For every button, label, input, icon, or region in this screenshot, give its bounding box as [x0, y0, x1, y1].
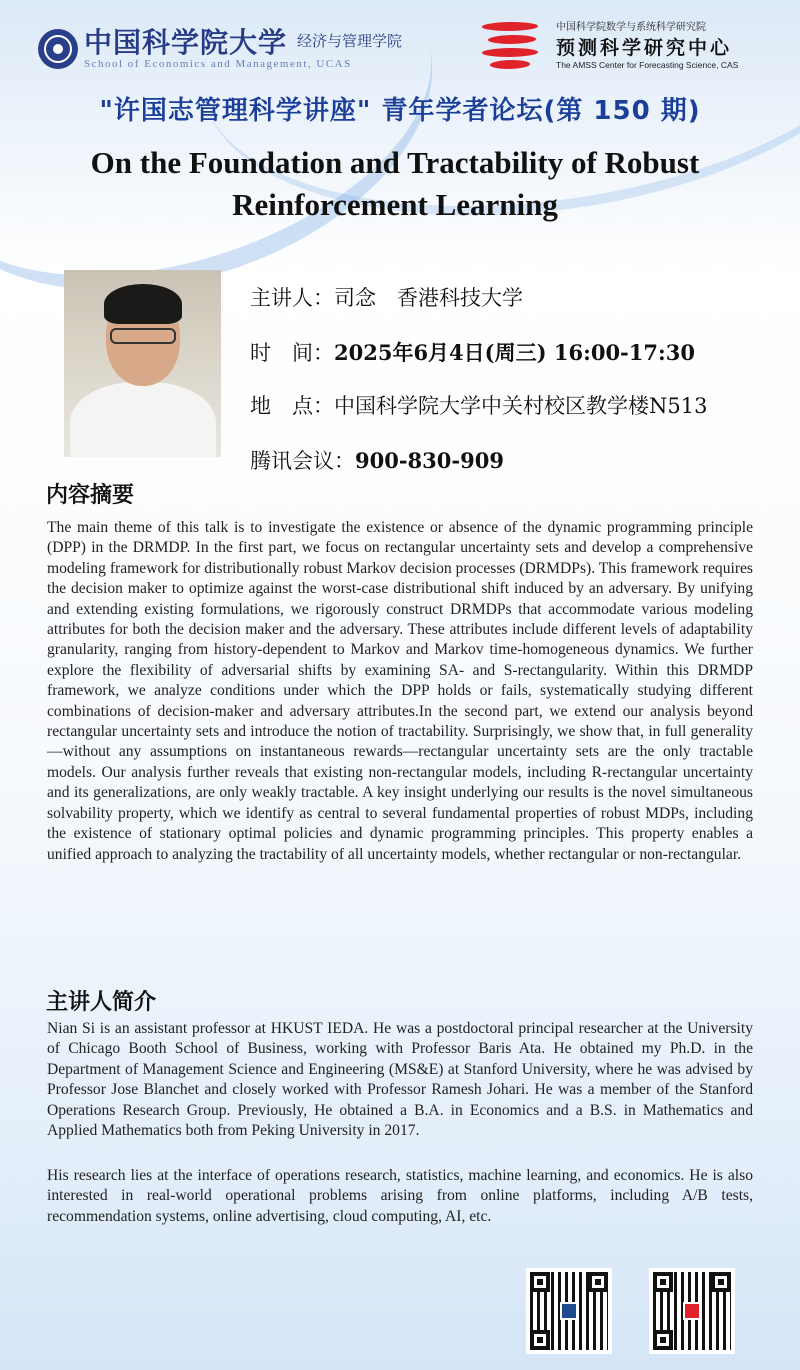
abstract-text: The main theme of this talk is to investigate the existence or absence of the dynamic programming principle (DPP) in the DRMDP. In the first part, we focus on rectangular uncertainty sets and develop a comprehensive modeling framework for distributionally robust Markov decision processes (DRMDPs). This framework requires the decision maker to optimize against the worst-case distributional shift induced by an adversary. By unifying and extending existing formulations, we rigorously construct DRMDPs that accommodate various modeling attributes for both the decision maker and the adversary. These attributes include different levels of adaptability granularity, ranging from history-dependent to Markov and Markov time-homogeneous dynamics. We further explore the flexibility of adversarial shifts by examining SA- and S-rectangularity. Within this DRMDP framework, we analyze conditions under which the DPP holds or fails, systematically studying different combinations of decision-maker and adversary attributes.In the second part, we extend our analysis beyond rectangular uncertainty sets and introduce the notion of tractability. Surprisingly, we show that, in full generality—without any assumptions on instantaneous rewards—rectangular uncertainty sets are the only tractable models. Our analysis further reveals that existing non-rectangular models, including R-rectangular uncertainty and its generalizations, are only weakly tractable. A key insight underlying our results is the novel simultaneous solvability property, which we identify as central to several fundamental properties of robust MDPs, including the existence of stationary optimal policies and dynamic programming principles. This property enables a unified approach to analyzing the tractability of all uncertainty models, whether rectangular or non-rectangular.	[47, 519, 753, 863]
abstract-heading: 内容摘要	[46, 483, 135, 508]
header	[0, 0, 800, 90]
speaker-value: 司念 香港科技大学	[334, 286, 523, 310]
qr-code-icon	[649, 1268, 735, 1354]
forecast-center-logo	[478, 18, 738, 70]
ucas-seal-icon	[38, 29, 78, 69]
speaker-photo	[64, 270, 221, 457]
meeting-id: 900-830-909	[355, 448, 504, 473]
meeting-label: 腾讯会议：	[250, 449, 355, 473]
talk-title	[40, 142, 750, 226]
meeting-row	[250, 445, 504, 475]
time-label: 时 间：	[250, 341, 334, 365]
forecast-center-parent: 中国科学院数学与系统科学研究院	[556, 22, 706, 33]
series-title: "许国志管理科学讲座" 青年学者论坛(第 150 期)	[99, 96, 701, 126]
place-label: 地 点：	[250, 394, 334, 418]
talk-title-line: On the Foundation and Tractability of Robust	[90, 145, 700, 180]
bio-paragraph: Nian Si is an assistant professor at HKUST IEDA. He was a postdoctoral principal researcher at the University of Chicago Booth School of Business, working with Professor Baris Ata. He obtained my Ph.D. in the Department of Management Science and Engineering (MS&E) at Stanford University, where he was advised by Professor Jose Blanchet and closely worked with Professor Ramesh Johari. He was a member of the Stanford Operations Research Group. Previously, He obtained a B.A. in Economics and a B.S. in Mathematics and Applied Mathematics both from Peking University in 2017.	[47, 1020, 753, 1140]
ucas-logo	[38, 28, 402, 70]
place-row	[250, 390, 707, 420]
qr-code-icon	[526, 1268, 612, 1354]
ucas-english-name: School of Economics and Management, UCAS	[84, 58, 352, 70]
time-value: 2025年6月4日(周三) 16:00-17:30	[334, 340, 695, 365]
forecast-center-mark-icon	[478, 18, 542, 70]
forecast-center-english: The AMSS Center for Forecasting Science, CAS	[556, 60, 739, 70]
ucas-name: 中国科学院大学	[84, 26, 288, 59]
place-value: 中国科学院大学中关村校区教学楼N513	[334, 394, 708, 418]
ucas-department: 经济与管理学院	[297, 32, 403, 50]
bio-paragraph: His research lies at the interface of operations research, statistics, machine learning, and economics. He is also interested in real-world operational problems arising from online platforms, including A/B tests, recommendation systems, online advertising, cloud computing, AI, etc.	[47, 1167, 753, 1225]
talk-title-line: Reinforcement Learning	[232, 187, 558, 222]
speaker-label: 主讲人：	[250, 286, 334, 310]
speaker-row	[250, 282, 523, 312]
bio-heading: 主讲人简介	[46, 990, 157, 1015]
forecast-center-name: 预测科学研究中心	[556, 37, 733, 59]
time-row	[250, 337, 695, 367]
